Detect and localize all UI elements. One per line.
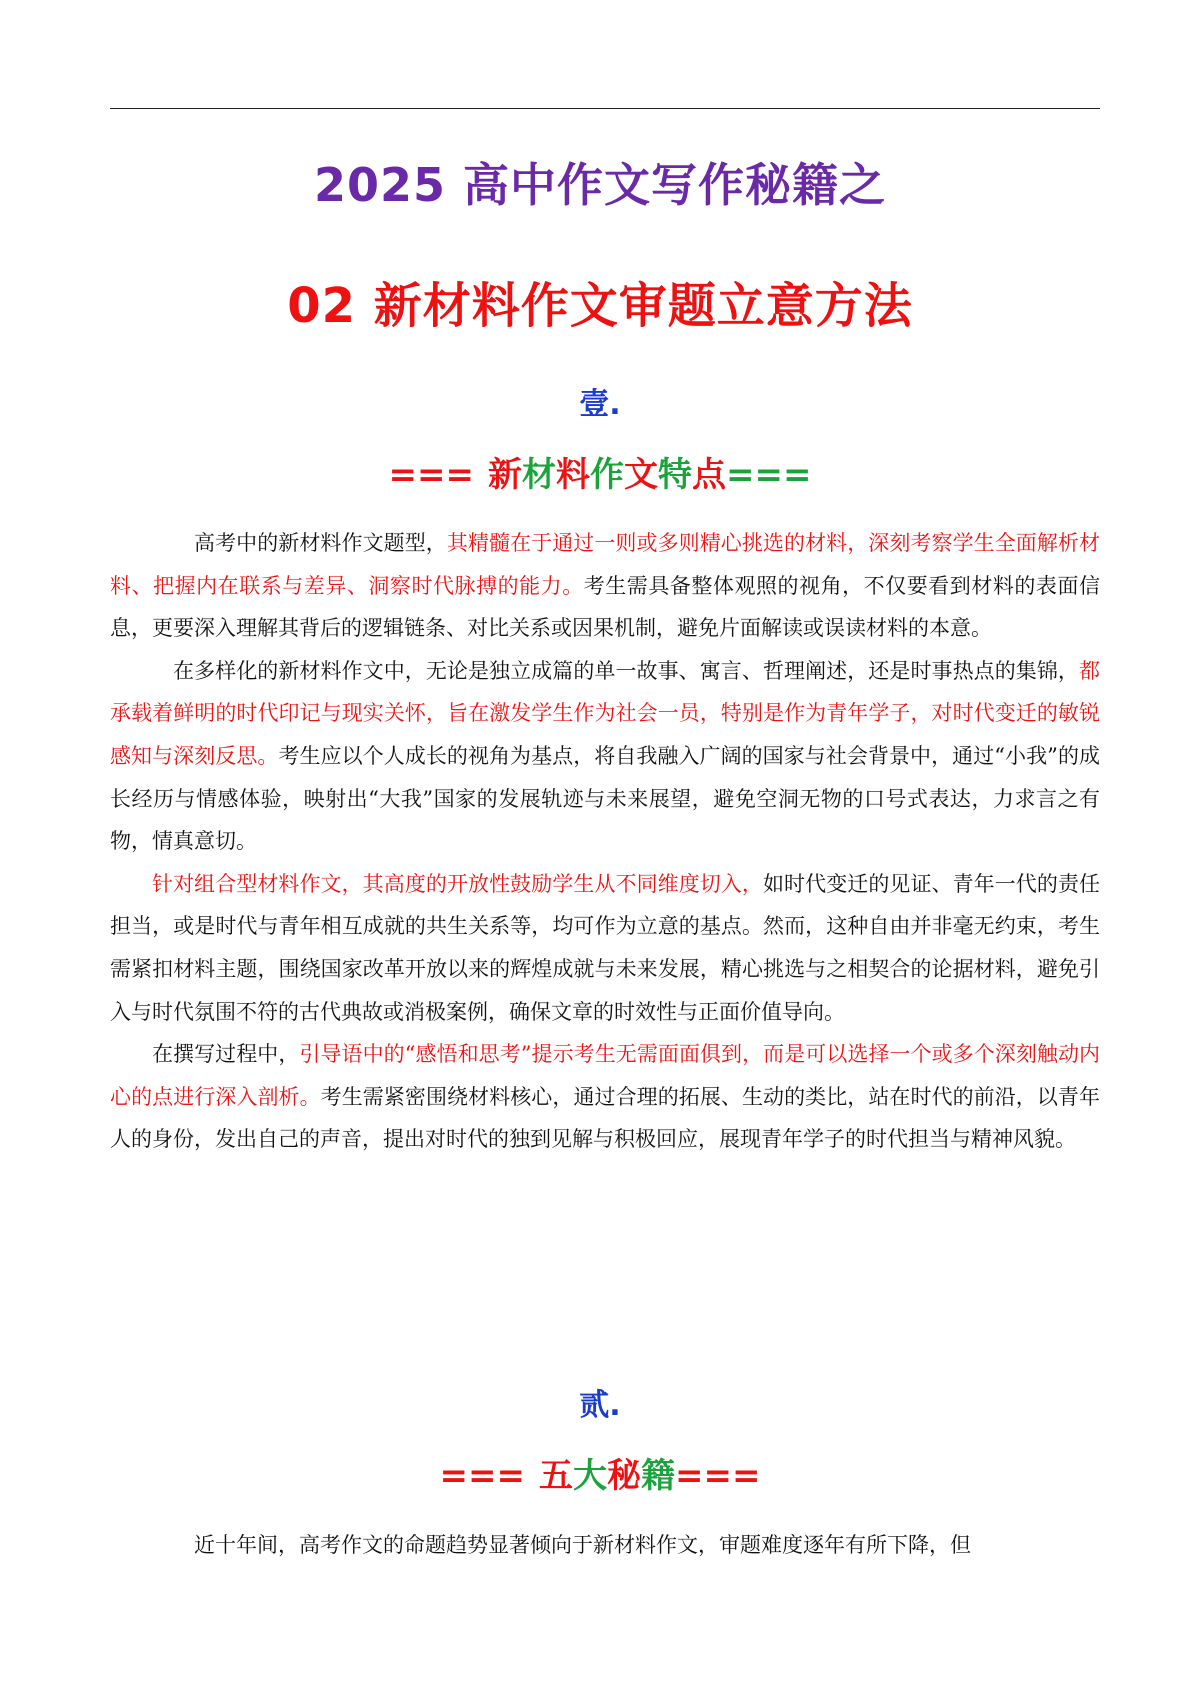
paragraph-text: 如时代变迁的见证、青年一代的责任担当，或是时代与青年相互成就的共生关系等，均可作为立意的基点。然而，这种自由并非毫无约束，考生需紧扣材料主题，围绕国家改革开放以来的辉煌成就与未来发展，精心挑选与之相契合的论据材料，避免引入与时代氛围不符的古代典故或消极案例，确保文章的时效性与正面价值导向。 [110, 871, 1101, 1024]
section-1-title-char: 新 [488, 455, 522, 495]
paragraph [110, 863, 1100, 1033]
paragraph [110, 1524, 1100, 1567]
section-2-title-right: === [675, 1456, 761, 1496]
paragraph-text: 考生应以个人成长的视角为基点，将自我融入广阔的国家与社会背景中，通过“小我”的成长经历与情感体验，映射出“大我”国家的发展轨迹与未来展望，避免空洞无物的口号式表达，力求言之有物，情真意切。 [110, 743, 1101, 854]
paragraph-text: 近十年间，高考作文的命题趋势显著倾向于新材料作文，审题难度逐年有所下降，但 [194, 1533, 971, 1557]
section-1-number: 壹. [579, 387, 621, 422]
paragraph-text: 考生需具备整体观照的视角，不仅要看到材料的表面信息，更要深入理解其背后的逻辑链条、对比关系或因果机制，避免片面解读或误读材料的本意。 [110, 573, 1100, 641]
section-1-title-char: 特 [658, 455, 692, 495]
paragraph-highlight: 其精髓在于通过一则或多则精心挑选的材料，深刻考察学生全面解析材料、把握内在联系与差异、洞察时代脉搏的能力。 [110, 531, 1100, 598]
paragraph-highlight: 针对组合型材料作文，其高度的开放性鼓励学生从不同维度切入， [152, 871, 763, 896]
section-2-title-char: 秘 [607, 1456, 641, 1496]
section-2-title-char: 籍 [641, 1456, 675, 1496]
paragraph [110, 1033, 1100, 1161]
paragraph-text: 考生需紧密围绕材料核心，通过合理的拓展、生动的类比，站在时代的前沿，以青年人的身份，发出自己的声音，提出对时代的独到见解与积极回应，展现青年学子的时代担当与精神风貌。 [110, 1084, 1101, 1152]
paragraph-text: 在撰写过程中， [152, 1042, 300, 1067]
section-1-title-char: 文 [624, 455, 658, 495]
section-1-title-char: 材 [522, 455, 556, 495]
section-1-title-char: 点 [692, 455, 726, 495]
paragraph-highlight: 引导语中的“感悟和思考”提示考生无需面面俱到，而是可以选择一个或多个深刻触动内心的点进行深入剖析。 [110, 1042, 1101, 1109]
section-1-title-right: === [726, 455, 812, 495]
paragraph [110, 522, 1100, 650]
section-1-title-char: 作 [590, 455, 624, 495]
section-1-body [110, 522, 1100, 1161]
section-1-title-left: === [388, 455, 474, 495]
section-1-title [0, 451, 1200, 499]
section-2-title-char: 五 [539, 1456, 573, 1496]
paragraph [110, 650, 1100, 863]
paragraph-text: 高考中的新材料作文题型， [194, 531, 447, 555]
paragraph-text: 在多样化的新材料作文中，无论是独立成篇的单一故事、寓言、哲理阐述，还是时事热点的集锦， [173, 658, 1079, 683]
section-2-title-left: === [439, 1456, 525, 1496]
section-2-number: 贰. [579, 1388, 621, 1423]
section-2-body [110, 1524, 1100, 1567]
top-rule [110, 108, 1100, 109]
document-title: 2025 高中作文写作秘籍之 [313, 158, 887, 212]
document-subtitle: 02 新材料作文审题立意方法 [287, 278, 913, 334]
paragraph-highlight: 都承载着鲜明的时代印记与现实关怀，旨在激发学生作为社会一员，特别是作为青年学子，对时代变迁的敏锐感知与深刻反思。 [110, 658, 1100, 768]
section-2-title [0, 1452, 1200, 1500]
section-2-title-char: 大 [573, 1456, 607, 1496]
section-1-title-char: 料 [556, 455, 590, 495]
